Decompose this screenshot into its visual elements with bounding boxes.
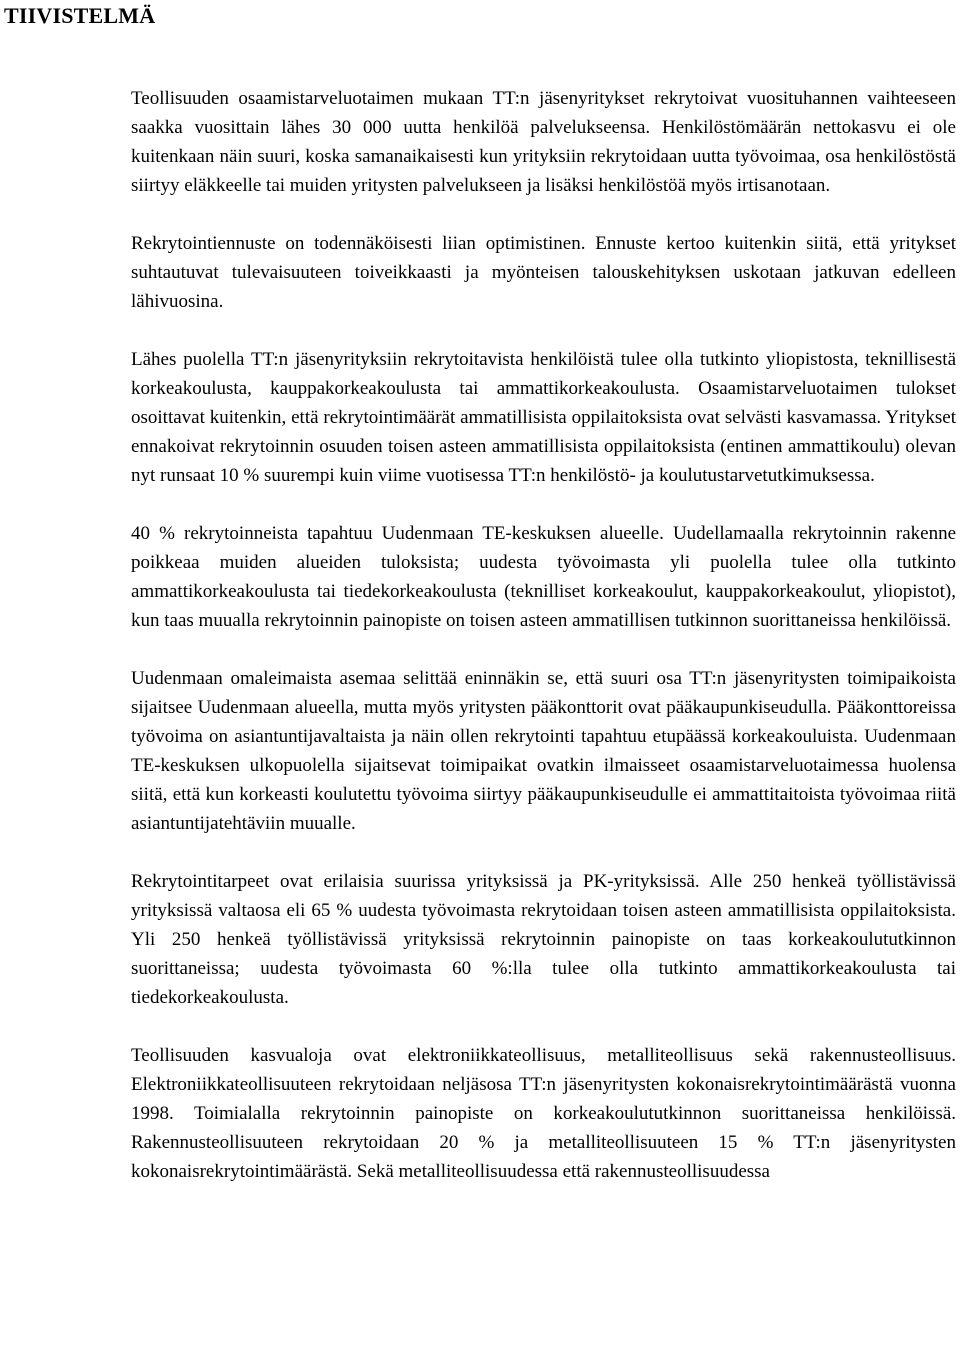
- paragraph-education-requirements: Lähes puolella TT:n jäsenyrityksiin rekrytoitavista henkilöistä tulee olla tutkinto yliopistosta, teknillisestä korkeakoulusta, kauppakorkeakoulusta tai ammattikorkeakoulusta. Osaamistarveluotaimen tulokset osoittavat kuitenkin, että rekrytointimäärät ammatillisista oppilaitoksista ovat selvästi kasvamassa. Yritykset ennakoivat rekrytoinnin osuuden toisen asteen ammatillisista oppilaitoksista (entinen ammattikoulu) olevan nyt runsaat 10 % suurempi kuin viime vuotisessa TT:n henkilöstö- ja koulutustarvetutkimuksessa.: [131, 349, 956, 486]
- summary-body: [131, 84, 956, 1215]
- paragraph-uusimaa-explanation: Uudenmaan omaleimaista asemaa selittää eninnäkin se, että suuri osa TT:n jäsenyritysten toimipaikoista sijaitsee Uudenmaan alueella, mutta myös yritysten pääkonttorit ovat pääkaupunkiseudulla. Pääkonttoreissa työvoima on asiantuntijavaltaista ja näin ollen rekrytointi tapahtuu etupäässä korkeakouluista. Uudenmaan TE-keskuksen ulkopuolella sijaitsevat toimipaikat ovatkin ilmaisseet osaamistarveluotaimessa huolensa siitä, että kun korkeasti koulutettu työvoima siirtyy pääkaupunkiseudulle ei ammattitaitoista työvoimaa riitä asiantuntijatehtäviin muualle.: [131, 668, 956, 834]
- paragraph-company-size: Rekrytointitarpeet ovat erilaisia suurissa yrityksissä ja PK-yrityksissä. Alle 250 henkeä työllistävissä yrityksissä valtaosa eli 65 % uudesta työvoimasta rekrytoidaan toisen asteen ammatillisista oppilaitoksista. Yli 250 henkeä työllistävissä yrityksissä rekrytoinnin painopiste on taas korkeakoulututkinnon suorittaneissa; uudesta työvoimasta 60 %:lla tulee olla tutkinto ammattikorkeakoulusta tai tiedekorkeakoulusta.: [131, 871, 956, 1008]
- paragraph-forecast-optimism: Rekrytointiennuste on todennäköisesti liian optimistinen. Ennuste kertoo kuitenkin siitä, että yritykset suhtautuvat tulevaisuuteen toiveikkaasti ja myönteisen talouskehityksen uskotaan jatkuvan edelleen lähivuosina.: [131, 233, 956, 312]
- page-heading: TIIVISTELMÄ: [4, 3, 156, 28]
- paragraph-recruitment-overview: Teollisuuden osaamistarveluotaimen mukaan TT:n jäsenyritykset rekrytoivat vuosituhannen vaihteeseen saakka vuosittain lähes 30 000 uutta henkilöä palvelukseensa. Henkilöstömäärän nettokasvu ei ole kuitenkaan näin suuri, koska samanaikaisesti kun yrityksiin rekrytoidaan uutta työvoimaa, osa henkilöstöstä siirtyy eläkkeelle tai muiden yritysten palvelukseen ja lisäksi henkilöstöä myös irtisanotaan.: [131, 88, 956, 196]
- paragraph-growth-industries: Teollisuuden kasvualoja ovat elektroniikkateollisuus, metalliteollisuus sekä rakennusteollisuus. Elektroniikkateollisuuteen rekrytoidaan neljäsosa TT:n jäsenyritysten kokonaisrekrytointimäärästä vuonna 1998. Toimialalla rekrytoinnin painopiste on korkeakoulututkinnon suorittaneissa henkilöissä. Rakennusteollisuuteen rekrytoidaan 20 % ja metalliteollisuuteen 15 % TT:n jäsenyritysten kokonaisrekrytointimäärästä. Sekä metalliteollisuudessa että rakennusteollisuudessa: [131, 1045, 956, 1182]
- paragraph-uusimaa-recruitment: 40 % rekrytoinneista tapahtuu Uudenmaan TE-keskuksen alueelle. Uudellamaalla rekrytoinnin rakenne poikkeaa muiden alueiden tuloksista; uudesta työvoimasta yli puolella tulee olla tutkinto ammattikorkeakoulusta tai tiedekorkeakoulusta (teknilliset korkeakoulut, kauppakorkeakoulut, yliopistot), kun taas muualla rekrytoinnin painopiste on toisen asteen ammatillisen tutkinnon suorittaneissa henkilöissä.: [131, 523, 956, 631]
